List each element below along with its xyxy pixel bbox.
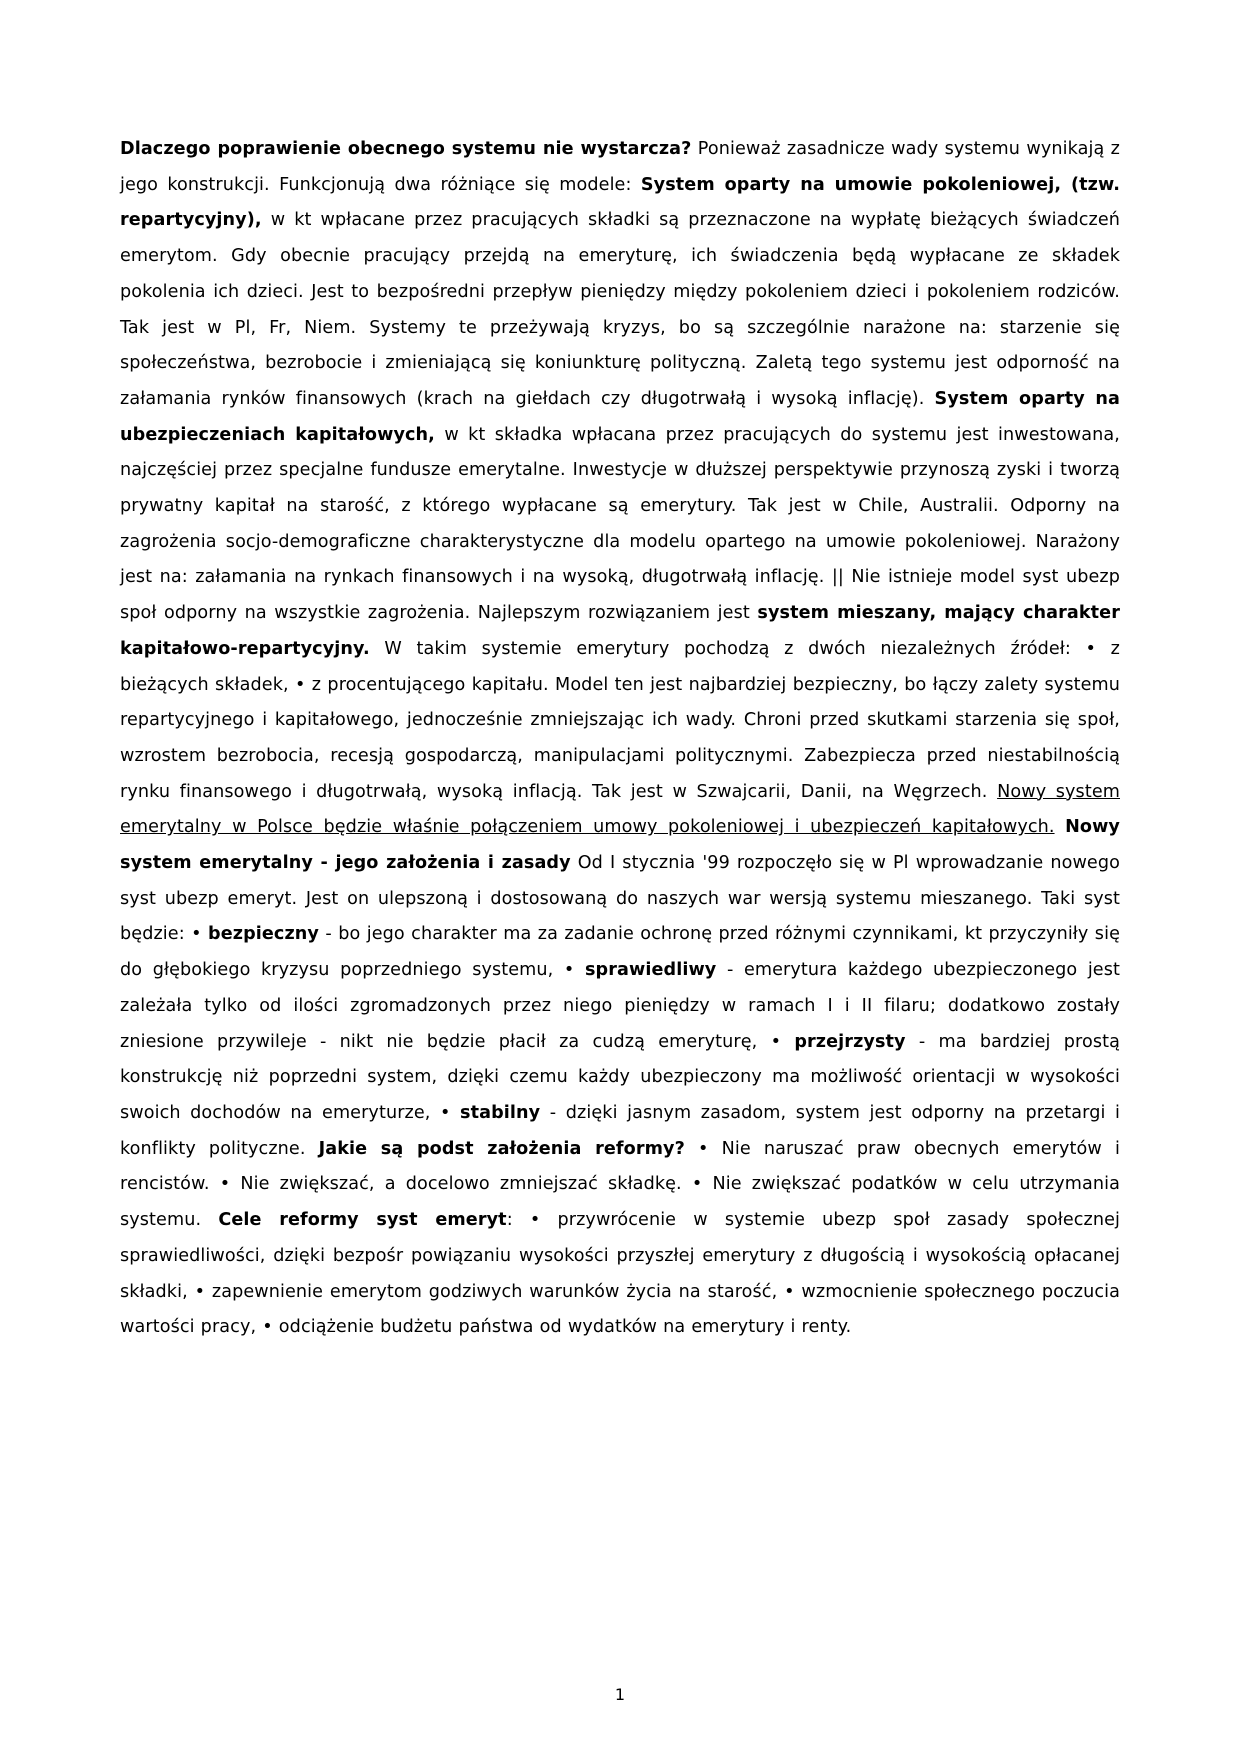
text-run: Dlaczego poprawienie obecnego systemu nie wystarcza?	[120, 139, 692, 159]
text-run: : • przywrócenie w systemie ubezp społ zasady społecznej sprawiedliwości, dzięki bezpośr powiązaniu wysokości przyszłej emerytury z długością i wysokością opłacanej składki, • zapewnienie emerytom godziwych warunków życia na starość, • wzmocnienie społecznego poczucia wartości pracy, • odciążenie budżetu państwa od wydatków na emerytury i renty.	[120, 1210, 1121, 1338]
text-run: Cele reformy syst emeryt	[218, 1210, 507, 1231]
text-run	[1055, 817, 1066, 837]
text-run: bezpieczny	[208, 924, 319, 945]
text-run: Jakie są podst założenia reformy?	[318, 1138, 685, 1159]
text-run: Nowy system emerytalny w Polsce będzie właśnie połączeniem umowy pokoleniowej i ubezpieczeń kapitałowych.	[120, 781, 1120, 838]
text-run: w kt składka wpłacana przez pracujących do systemu jest inwestowana, najczęściej przez specjalne fundusze emerytalne. Inwestycje w dłuższej perspektywie przynoszą zyski i tworzą prywatny kapitał na starość, z którego wypłacane są emerytury. Tak jest w Chile, Australii. Odporny na zagrożenia socjo-demograficzne charakterystyczne dla modelu opartego na umowie pokoleniowej. Narażony jest na: załamania na rynkach finansowych i na wysoką, długotrwałą inflację. || Nie istnieje model syst ubezp społ odporny na wszystkie zagrożenia. Najlepszym rozwiązaniem jest	[120, 424, 1120, 624]
text-run: Nowy system emerytalny - jego założenia i zasady	[120, 817, 1120, 874]
text-run: - emerytura każdego ubezpieczonego jest zależała tylko od ilości zgromadzonych przez niego pieniędzy w ramach I i II filaru; dodatkowo zostały zniesione przywileje - nikt nie będzie płacił za cudzą emeryturę, •	[120, 960, 1120, 1052]
text-run: - ma bardziej prostą konstrukcję niż poprzedni system, dzięki czemu każdy ubezpieczony ma możliwość orientacji w wysokości swoich dochodów na emeryturze, •	[120, 1031, 1120, 1123]
text-run: - dzięki jasnym zasadom, system jest odporny na przetargi i konflikty polityczne.	[120, 1102, 1120, 1159]
text-run: stabilny	[460, 1102, 541, 1123]
text-run: • Nie naruszać praw obecnych emerytów i rencistów. • Nie zwiększać, a docelowo zmniejszać składkę. • Nie zwiększać podatków w celu utrzymania systemu.	[120, 1138, 1120, 1231]
text-run: W takim systemie emerytury pochodzą z dwóch niezależnych źródeł: • z bieżących składek, • z procentującego kapitału. Model ten jest najbardziej bezpieczny, bo łączy zalety systemu repartycyjnego i kapitałowego, jednocześnie zmniejszając ich wady. Chroni przed skutkami starzenia się społ, wzrostem bezrobocia, recesją gospodarczą, manipulacjami politycznymi. Zabezpiecza przed niestabilnością rynku finansowego i długotrwałą, wysoką inflacją. Tak jest w Szwajcarii, Danii, na Węgrzech.	[120, 638, 1120, 802]
text-run: System oparty na ubezpieczeniach kapitałowych,	[120, 388, 1120, 445]
text-run: System oparty na umowie pokoleniowej, (tzw. repartycyjny),	[120, 174, 1120, 231]
page-number: 1	[614, 1685, 626, 1704]
text-run: przejrzysty	[794, 1031, 906, 1052]
text-run: Ponieważ zasadnicze wady systemu wynikają z jego konstrukcji. Funkcjonują dwa różniące się modele:	[120, 139, 1120, 195]
text-run: system mieszany, mający charakter kapitałowo-repartycyjny.	[120, 603, 1120, 659]
document-body	[120, 132, 1120, 1346]
text-run: sprawiedliwy	[584, 960, 717, 981]
text-run: w kt wpłacane przez pracujących składki są przeznaczone na wypłatę bieżących świadczeń emerytom. Gdy obecnie pracujący przejdą na emeryturę, ich świadczenia będą wypłacane ze składek pokolenia ich dzieci. Jest to bezpośredni przepływ pieniędzy między pokoleniem dzieci i pokoleniem rodziców. Tak jest w Pl, Fr, Niem. Systemy te przeżywają kryzys, bo są szczególnie narażone na: starzenie się społeczeństwa, bezrobocie i zmieniającą się koniunkturę polityczną. Zaletą tego systemu jest odporność na załamania rynków finansowych (krach na giełdach czy długotrwałą i wysoką inflację).	[120, 210, 1120, 409]
text-run: Od I stycznia '99 rozpoczęło się w Pl wprowadzanie nowego syst ubezp emeryt. Jest on ulepszoną i dostosowaną do naszych war wersją systemu mieszanego. Taki syst będzie: •	[120, 853, 1120, 945]
text-run: - bo jego charakter ma za zadanie ochronę przed różnymi czynnikami, kt przyczyniły się do głębokiego kryzysu poprzedniego systemu, •	[120, 924, 1120, 981]
